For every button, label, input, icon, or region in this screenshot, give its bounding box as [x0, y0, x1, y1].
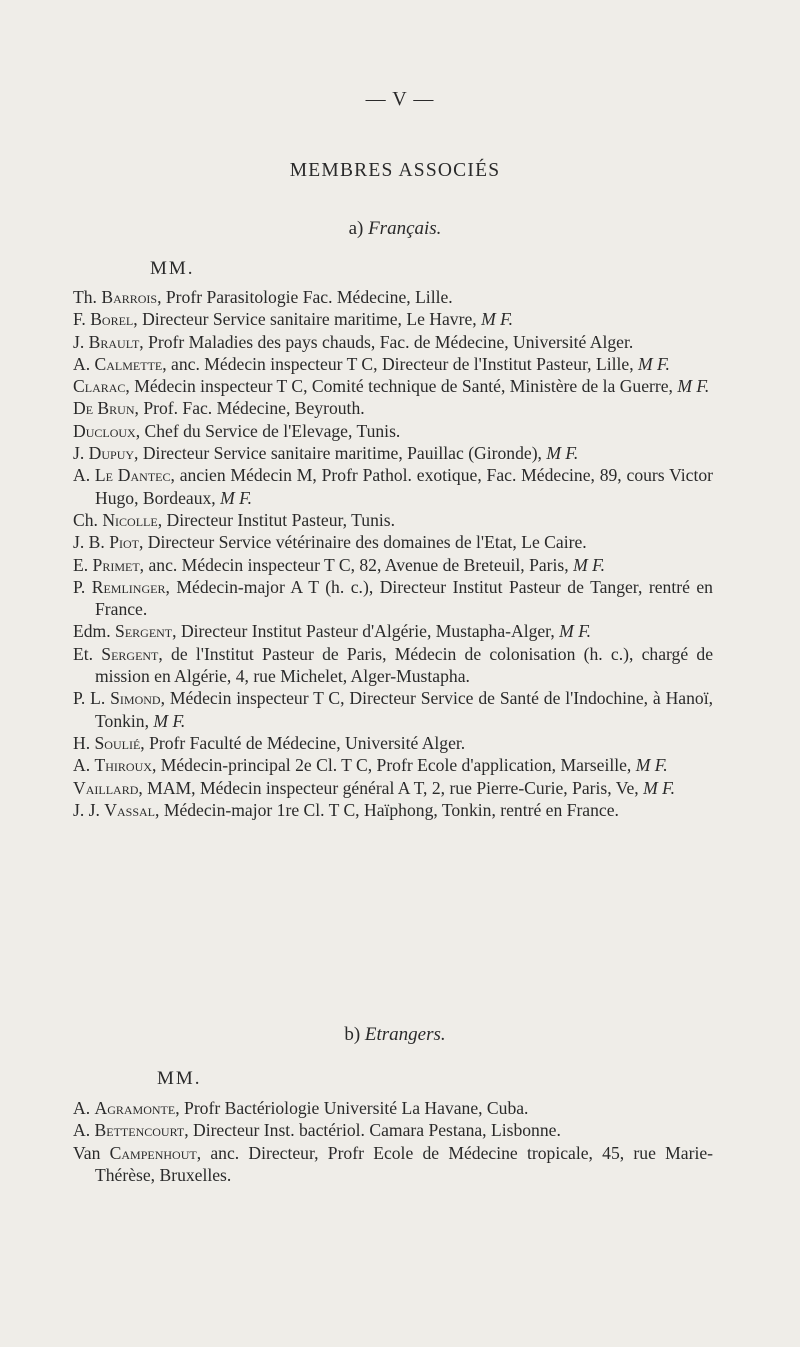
member-initials: H.	[73, 732, 95, 753]
member-entry	[73, 397, 713, 419]
member-mf: M F.	[153, 710, 186, 731]
member-mf: M F.	[573, 554, 605, 575]
member-name: Remlinger	[91, 576, 166, 597]
member-name: Sergent	[101, 643, 159, 664]
section-heading-francais	[0, 218, 790, 240]
member-initials: P.	[73, 576, 92, 597]
member-details: , anc. Directeur, Profr Ecole de Médecine tropicale, 45, rue Marie-Thérèse, Bruxelles.	[95, 1142, 713, 1185]
member-list-etrangers	[73, 1097, 713, 1186]
member-initials: J. B.	[73, 532, 110, 553]
member-entry	[73, 754, 713, 776]
member-initials: A.	[73, 1098, 95, 1118]
member-name: Vaillard	[73, 777, 139, 798]
member-details: , Profr Faculté de Médecine, Université Alger.	[140, 732, 466, 753]
member-name: Barrois	[101, 287, 158, 307]
member-details: , Directeur Institut Pasteur, Tunis.	[157, 509, 396, 530]
member-mf: M F.	[638, 353, 670, 374]
member-name: Borel	[90, 309, 134, 330]
member-details: , Médecin-principal 2e Cl. T C, Profr Ecole d'application, Marseille,	[151, 755, 636, 776]
member-initials: F.	[73, 309, 91, 330]
member-initials: J.	[73, 443, 89, 464]
member-details: , Profr Maladies des pays chauds, Fac. de Médecine, Université Alger.	[139, 331, 634, 352]
member-initials: Ch.	[73, 509, 103, 530]
member-name: Piot	[109, 532, 139, 553]
member-details: , Directeur Institut Pasteur d'Algérie, Mustapha-Alger,	[172, 621, 560, 642]
member-entry	[73, 442, 713, 464]
member-mf: M F.	[220, 487, 253, 508]
member-name: Clarac	[73, 376, 126, 397]
member-entry	[73, 777, 713, 799]
member-details: , MAM, Médecin inspecteur général A T, 2, rue Pierre-Curie, Paris, Ve,	[138, 777, 644, 798]
member-initials: A.	[73, 353, 95, 374]
mm-label: MM.	[157, 1068, 202, 1089]
member-name: Dupuy	[88, 443, 135, 464]
member-details: , Directeur Service sanitaire maritime, Le Havre,	[133, 309, 482, 330]
member-entry	[73, 531, 713, 553]
member-initials: A.	[73, 1120, 95, 1141]
page-number: — V —	[365, 88, 435, 110]
member-details: , Profr Bactériologie Université La Havane, Cuba.	[175, 1098, 529, 1118]
member-entry	[73, 799, 713, 821]
member-details: , anc. Médecin inspecteur T C, Directeur de l'Institut Pasteur, Lille,	[162, 353, 638, 374]
member-entry	[73, 286, 713, 308]
member-initials: E.	[73, 554, 93, 575]
member-name: Primet	[92, 554, 140, 575]
member-entry	[73, 375, 713, 397]
member-details: , Médecin-major 1re Cl. T C, Haïphong, Tonkin, rentré en France.	[155, 799, 619, 820]
member-name: De Brun	[73, 398, 135, 419]
member-name: Le Dantec	[94, 465, 171, 486]
member-mf: M F.	[677, 376, 710, 397]
member-details: , anc. Médecin inspecteur T C, 82, Avenue de Breteuil, Paris,	[139, 554, 574, 575]
member-name: Soulié	[94, 732, 141, 753]
member-details: , Directeur Service sanitaire maritime, Pauillac (Gironde),	[134, 443, 547, 464]
member-mf: M F.	[546, 443, 579, 464]
member-details: , ancien Médecin M, Profr Pathol. exotique, Fac. Médecine, 89, cours Victor Hugo, Bordeaux,	[95, 465, 713, 508]
member-details: , Directeur Inst. bactériol. Camara Pestana, Lisbonne.	[184, 1120, 561, 1141]
member-initials: P. L.	[73, 688, 111, 709]
section-label: Français.	[368, 218, 442, 239]
member-entry	[73, 420, 713, 442]
member-details: , Médecin-major A T (h. c.), Directeur Institut Pasteur de Tanger, rentré en France.	[95, 576, 713, 620]
member-mf: M F.	[559, 621, 592, 642]
page-title: MEMBRES ASSOCIÉS	[289, 160, 501, 181]
member-entry	[73, 353, 713, 375]
member-initials: J. J.	[73, 799, 105, 820]
member-entry	[73, 1142, 713, 1187]
member-name: Calmette	[94, 353, 163, 374]
member-entry	[73, 576, 713, 621]
member-initials: Van	[73, 1142, 110, 1163]
member-initials: Th.	[73, 287, 102, 307]
member-entry	[73, 1119, 713, 1141]
member-details: , Médecin inspecteur T C, Directeur Service de Santé de l'Indochine, à Hanoï, Tonkin,	[95, 688, 713, 731]
member-mf: M F.	[643, 777, 676, 798]
section-label-prefix: a)	[348, 218, 369, 239]
member-initials: Edm.	[73, 621, 116, 642]
member-entry	[73, 687, 713, 732]
member-name: Sergent	[115, 621, 173, 642]
member-initials: Et.	[73, 643, 102, 664]
member-details: , Profr Parasitologie Fac. Médecine, Lille.	[157, 287, 453, 307]
member-mf: M F.	[481, 309, 514, 330]
section-label-prefix: b)	[344, 1024, 365, 1045]
member-name: Campenhout	[109, 1142, 197, 1163]
member-details: , Chef du Service de l'Elevage, Tunis.	[135, 420, 401, 441]
member-entry	[73, 732, 713, 754]
member-entry	[73, 464, 713, 509]
member-entry	[73, 331, 713, 353]
member-entry	[73, 554, 713, 576]
section-label: Etrangers.	[364, 1024, 446, 1045]
member-initials: J.	[73, 331, 89, 352]
member-entry	[73, 620, 713, 642]
member-name: Agramonte	[94, 1098, 176, 1118]
member-name: Brault	[88, 331, 140, 352]
member-name: Nicolle	[102, 509, 158, 530]
member-name: Thiroux	[94, 755, 152, 776]
member-details: , de l'Institut Pasteur de Paris, Médecin de colonisation (h. c.), chargé de mission en Algérie, 4, rue Michelet, Alger-Mustapha.	[95, 643, 713, 687]
member-name: Vassal	[104, 799, 156, 820]
member-entry	[73, 509, 713, 531]
member-name: Bettencourt	[94, 1120, 185, 1141]
member-entry	[73, 308, 713, 330]
member-initials: A.	[73, 465, 95, 486]
member-details: , Prof. Fac. Médecine, Beyrouth.	[134, 398, 365, 419]
member-details: , Médecin inspecteur T C, Comité technique de Santé, Ministère de la Guerre,	[125, 376, 678, 397]
mm-label: MM.	[150, 258, 195, 279]
member-mf: M F.	[635, 755, 668, 776]
section-heading-etrangers	[0, 1024, 790, 1046]
member-name: Ducloux	[73, 420, 136, 441]
member-initials: A.	[73, 755, 95, 776]
member-list-francais	[73, 286, 713, 821]
member-entry	[73, 1097, 713, 1119]
member-name: Simond	[110, 688, 161, 709]
member-details: , Directeur Service vétérinaire des domaines de l'Etat, Le Caire.	[138, 532, 587, 553]
member-entry	[73, 643, 713, 688]
